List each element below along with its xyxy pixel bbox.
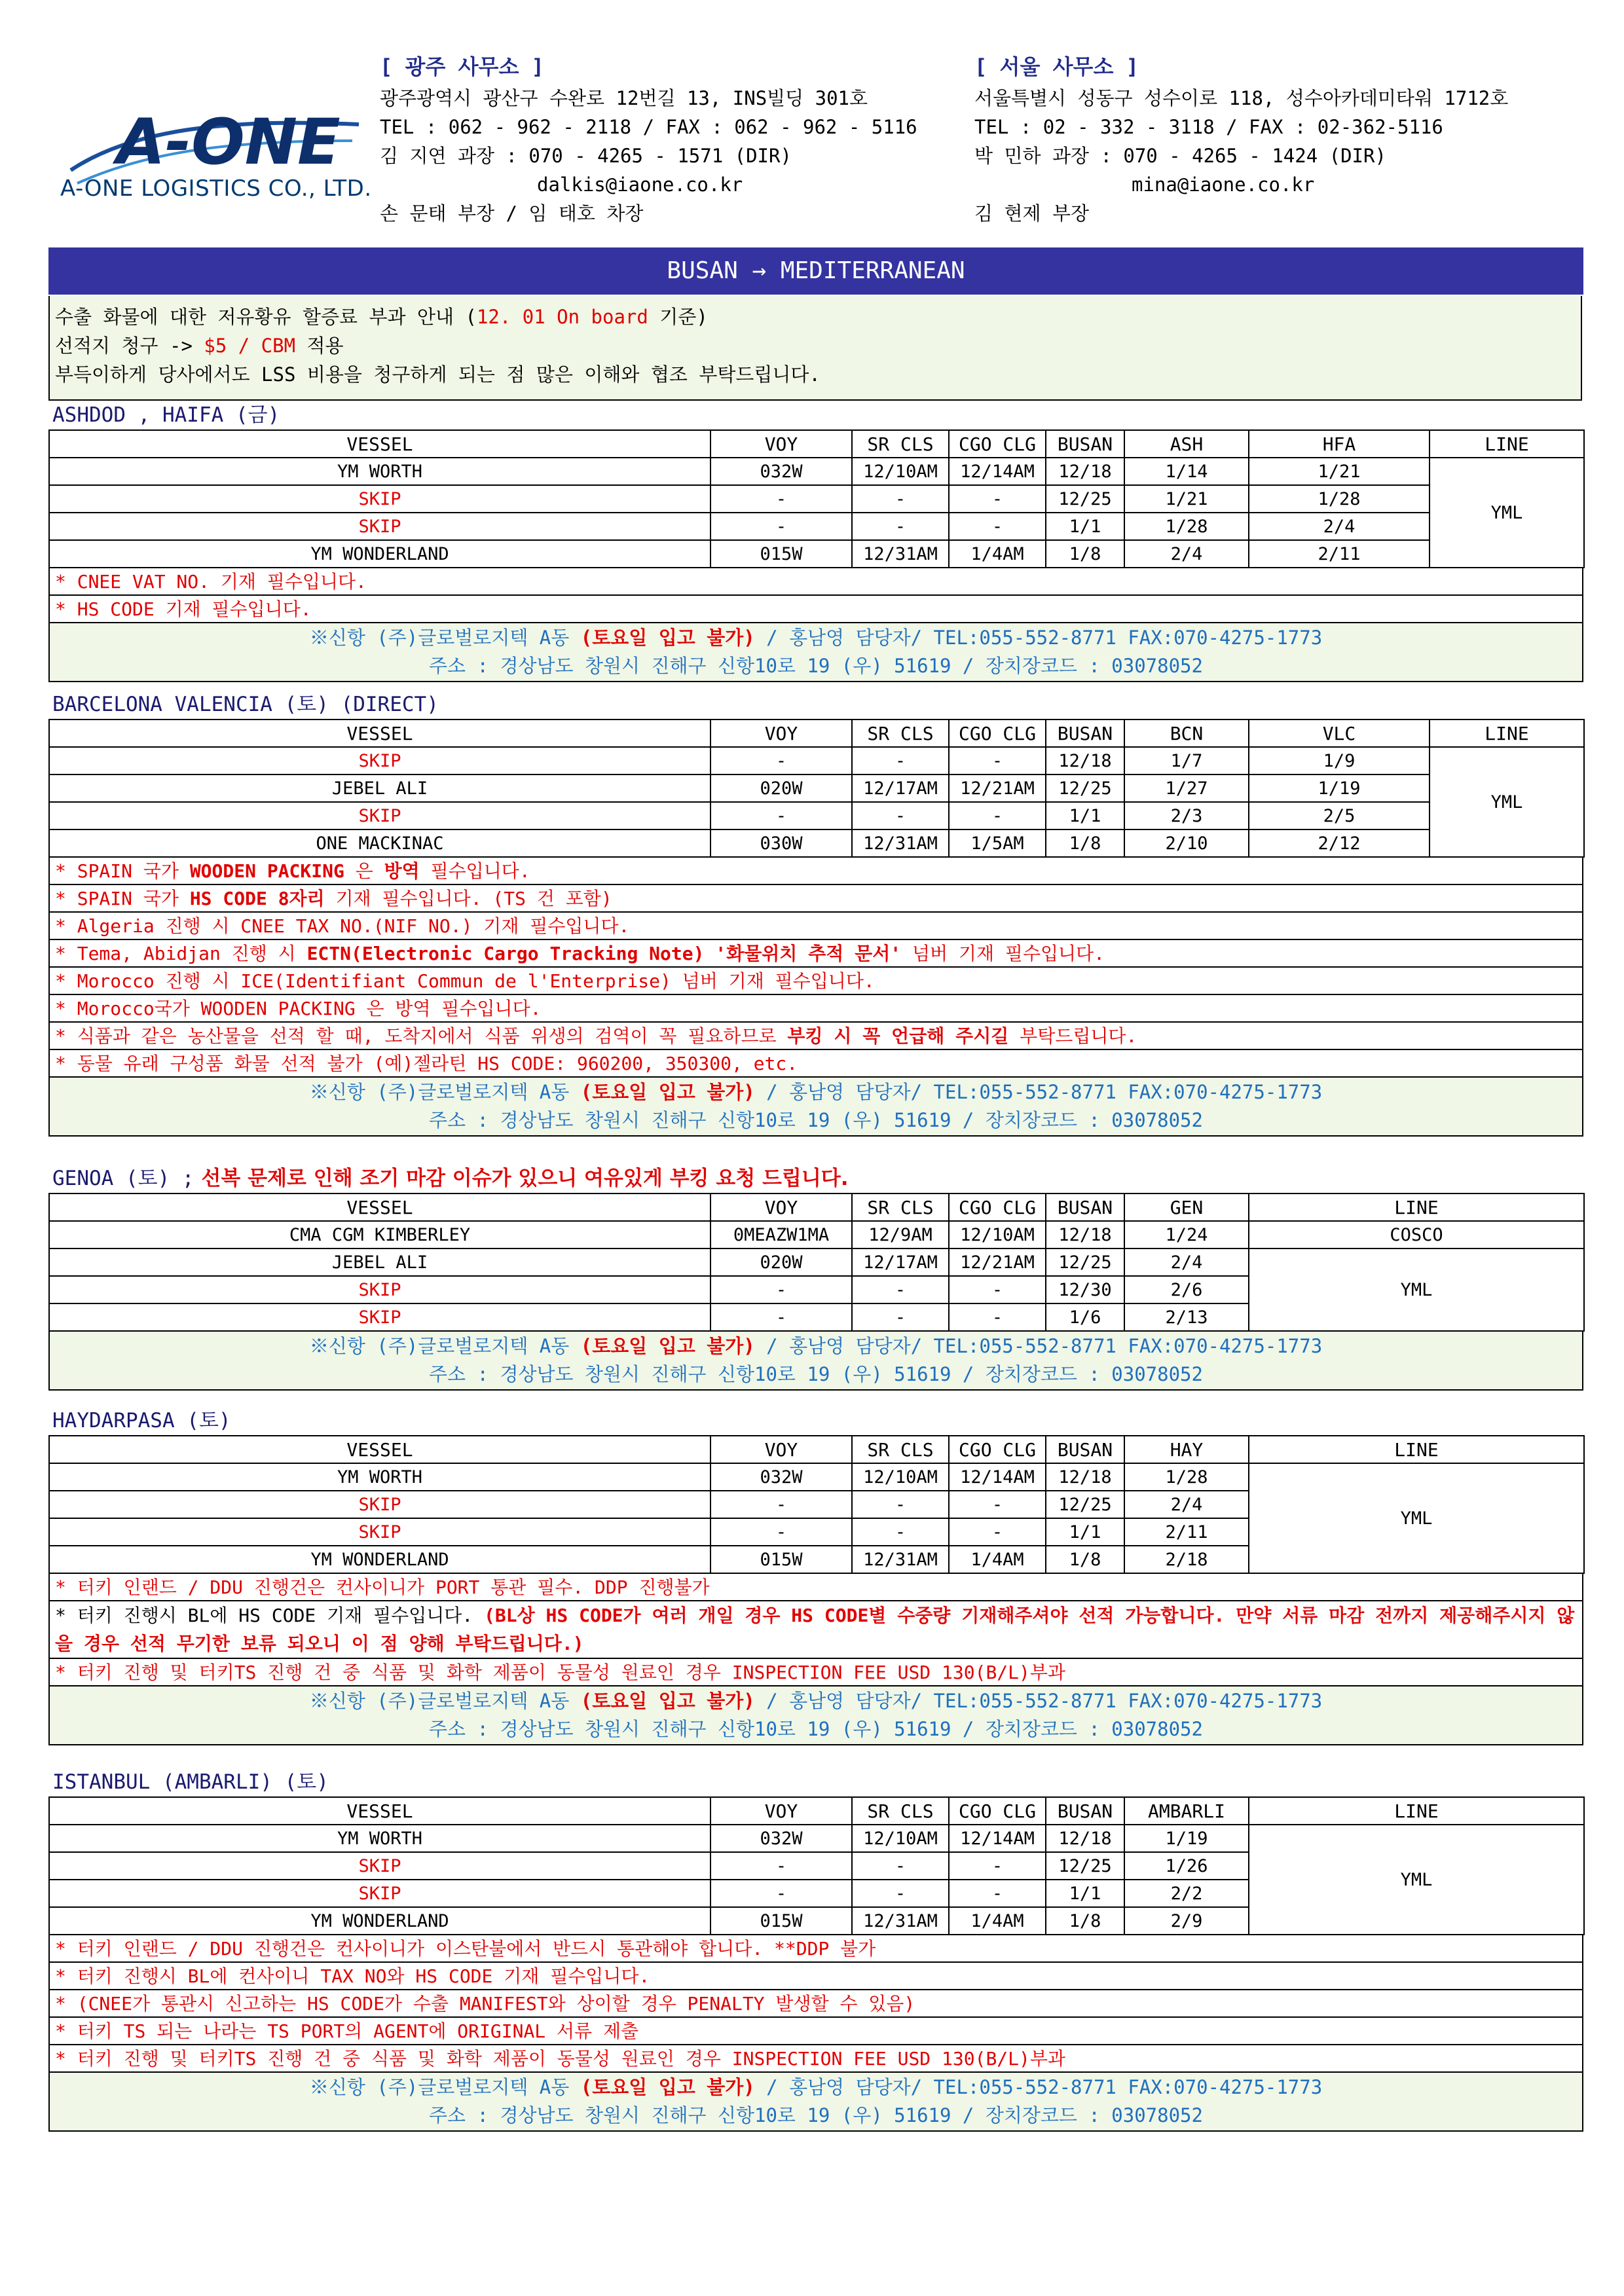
cell: 1/8 bbox=[1046, 1907, 1124, 1935]
cell: 1/1 bbox=[1046, 1518, 1124, 1546]
cell: 12/31AM bbox=[852, 540, 949, 568]
note-line: * (CNEE가 통관시 신고하는 HS CODE가 수출 MANIFEST와 상이할 경우 PENALTY 발생할 수 있음) bbox=[48, 1990, 1583, 2018]
contact-line-2: 주소 : 경상남도 창원시 진해구 신항10로 19 (우) 51619 / 장치장코드 : 03078052 bbox=[429, 655, 1203, 677]
cell: 1/8 bbox=[1046, 829, 1124, 857]
col-header: LINE bbox=[1249, 1797, 1584, 1825]
cell: 1/19 bbox=[1249, 774, 1430, 802]
col-header: CGO CLG bbox=[949, 430, 1046, 458]
col-header: LINE bbox=[1430, 430, 1584, 458]
note-line: * Morocco국가 WOODEN PACKING 은 방역 필수입니다. bbox=[48, 995, 1583, 1023]
cell: - bbox=[949, 802, 1046, 829]
cell: - bbox=[710, 1491, 852, 1518]
cell: 2/6 bbox=[1124, 1276, 1249, 1303]
table-row bbox=[49, 1463, 1584, 1491]
cell: 12/18 bbox=[1046, 1463, 1124, 1491]
col-header: VOY bbox=[710, 1797, 852, 1825]
col-header: VOY bbox=[710, 1194, 852, 1221]
cell: 1/21 bbox=[1124, 485, 1249, 513]
note-line: * SPAIN 국가 HS CODE 8자리 기재 필수입니다. (TS 건 포함) bbox=[48, 885, 1583, 913]
table-header bbox=[49, 430, 1584, 458]
table-row bbox=[49, 1825, 1584, 1852]
col-header: HAY bbox=[1124, 1436, 1249, 1463]
cell: - bbox=[949, 1852, 1046, 1880]
cell: 12/18 bbox=[1046, 458, 1124, 485]
cell: - bbox=[710, 1852, 852, 1880]
cell: 2/11 bbox=[1124, 1518, 1249, 1546]
cell: 1/28 bbox=[1124, 513, 1249, 540]
col-header: VOY bbox=[710, 430, 852, 458]
cell: 1/4AM bbox=[949, 540, 1046, 568]
cell: 1/1 bbox=[1046, 802, 1124, 829]
note-line: * 터키 진행시 BL에 컨사이니 TAX NO와 HS CODE 기재 필수입니다. bbox=[48, 1963, 1583, 1990]
note-line: * 터키 진행시 BL에 HS CODE 기재 필수입니다. (BL상 HS CODE가 여러 개일 경우 HS CODE별 수중량 기재해주셔야 선적 가능합니다. 만약 서류 마감 전까지 제공해주시지 않을 경우 선적 무기한 보류 되오니 이 점 양해 부탁드립니다.) bbox=[48, 1601, 1583, 1659]
section-title: HAYDARPASA (토) bbox=[52, 1409, 231, 1432]
cell: 1/5AM bbox=[949, 829, 1046, 857]
col-header: VOY bbox=[710, 1436, 852, 1463]
col-header: BUSAN bbox=[1046, 1797, 1124, 1825]
vessel-cell: JEBEL ALI bbox=[49, 1248, 710, 1276]
col-header: LINE bbox=[1249, 1194, 1584, 1221]
cell: - bbox=[949, 1276, 1046, 1303]
cell: 1/4AM bbox=[949, 1907, 1046, 1935]
line-cell: YML bbox=[1249, 1248, 1584, 1331]
table-row bbox=[49, 513, 1584, 540]
cell: 12/25 bbox=[1046, 1491, 1124, 1518]
col-header: HFA bbox=[1249, 430, 1430, 458]
gwangju-tel: TEL : 062 - 962 - 2118 / FAX : 062 - 962 - 5116 bbox=[380, 116, 917, 138]
cell: - bbox=[949, 1303, 1046, 1331]
note-line: * 터키 인랜드 / DDU 진행건은 컨사이니가 이스탄불에서 반드시 통관해야 합니다. **DDP 불가 bbox=[48, 1935, 1583, 1963]
cell: 020W bbox=[710, 774, 852, 802]
seoul-manager: 박 민하 과장 : 070 - 4265 - 1424 (DIR) bbox=[974, 145, 1386, 167]
seoul-tel: TEL : 02 - 332 - 3118 / FAX : 02-362-5116 bbox=[974, 116, 1443, 138]
col-header: SR CLS bbox=[852, 1436, 949, 1463]
col-header: CGO CLG bbox=[949, 1194, 1046, 1221]
cell: 032W bbox=[710, 1825, 852, 1852]
cell: 2/18 bbox=[1124, 1546, 1249, 1573]
notice-line-3: 부득이하게 당사에서도 LSS 비용을 청구하게 되는 점 많은 이해와 협조 부탁드립니다. bbox=[55, 363, 821, 386]
cell: 2/4 bbox=[1249, 513, 1430, 540]
gwangju-office-title: [ 광주 사무소 ] bbox=[380, 54, 544, 79]
note-line: * Algeria 진행 시 CNEE TAX NO.(NIF NO.) 기재 필수입니다. bbox=[48, 913, 1583, 940]
note-line: * Morocco 진행 시 ICE(Identifiant Commun de l'Enterprise) 넘버 기재 필수입니다. bbox=[48, 968, 1583, 995]
seoul-address: 서울특별시 성동구 성수이로 118, 성수아카데미타워 1712호 bbox=[974, 87, 1509, 109]
section-barcelona bbox=[48, 690, 1583, 1137]
table-header bbox=[49, 1797, 1584, 1825]
table-header bbox=[49, 1436, 1584, 1463]
cell: 12/31AM bbox=[852, 1907, 949, 1935]
section-haydarpasa bbox=[48, 1406, 1583, 1745]
cell: - bbox=[710, 1303, 852, 1331]
cell: 12/25 bbox=[1046, 485, 1124, 513]
contact-line-2: 주소 : 경상남도 창원시 진해구 신항10로 19 (우) 51619 / 장치장코드 : 03078052 bbox=[429, 2104, 1203, 2126]
table-row bbox=[49, 802, 1584, 829]
contact-line-1: ※신항 (주)글로벌로지텍 A동 (토요일 입고 불가) / 홍남영 담당자/ TEL:055-552-8771 FAX:070-4275-1773 bbox=[309, 1081, 1323, 1103]
cell: - bbox=[949, 1518, 1046, 1546]
note-line: * Tema, Abidjan 진행 시 ECTN(Electronic Cargo Tracking Note) '화물위치 추적 문서' 넘버 기재 필수입니다. bbox=[48, 940, 1583, 968]
contact-line-1: ※신항 (주)글로벌로지텍 A동 (토요일 입고 불가) / 홍남영 담당자/ TEL:055-552-8771 FAX:070-4275-1773 bbox=[309, 1690, 1323, 1712]
cell: 12/10AM bbox=[852, 1463, 949, 1491]
cell: - bbox=[852, 747, 949, 774]
contact-box bbox=[48, 2073, 1583, 2132]
vessel-cell: SKIP bbox=[49, 513, 710, 540]
col-header: LINE bbox=[1249, 1436, 1584, 1463]
section-title: GENOA (토) ; 선복 문제로 인해 조기 마감 이슈가 있으니 여유있게 부킹 요청 드립니다. bbox=[52, 1167, 849, 1190]
cell: 12/14AM bbox=[949, 1463, 1046, 1491]
col-header: SR CLS bbox=[852, 1194, 949, 1221]
vessel-cell: YM WORTH bbox=[49, 1463, 710, 1491]
cell: - bbox=[949, 485, 1046, 513]
cell: 12/25 bbox=[1046, 1248, 1124, 1276]
cell: 12/10AM bbox=[852, 1825, 949, 1852]
col-header: BUSAN bbox=[1046, 1194, 1124, 1221]
cell: - bbox=[852, 1518, 949, 1546]
notice-line-2: 선적지 청구 -> $5 / CBM 적용 bbox=[55, 335, 344, 357]
cell: 030W bbox=[710, 829, 852, 857]
cell: 12/9AM bbox=[852, 1221, 949, 1248]
line-cell: YML bbox=[1430, 747, 1584, 857]
table-header bbox=[49, 720, 1584, 747]
contact-box bbox=[48, 623, 1583, 682]
contact-box bbox=[48, 1078, 1583, 1137]
cell: 12/10AM bbox=[949, 1221, 1046, 1248]
section-title: ISTANBUL (AMBARLI) (토) bbox=[52, 1770, 329, 1794]
cell: 12/17AM bbox=[852, 1248, 949, 1276]
col-header: SR CLS bbox=[852, 1797, 949, 1825]
cell: 12/17AM bbox=[852, 774, 949, 802]
gwangju-staff: 손 문태 부장 / 임 태호 차장 bbox=[380, 202, 644, 225]
cell: - bbox=[852, 1303, 949, 1331]
note-line: * 터키 인랜드 / DDU 진행건은 컨사이니가 PORT 통관 필수. DDP 진행불가 bbox=[48, 1574, 1583, 1601]
contact-line-1: ※신항 (주)글로벌로지텍 A동 (토요일 입고 불가) / 홍남영 담당자/ TEL:055-552-8771 FAX:070-4275-1773 bbox=[309, 2076, 1323, 2098]
table-row bbox=[49, 458, 1584, 485]
section-title: BARCELONA VALENCIA (토) (DIRECT) bbox=[52, 693, 439, 716]
col-header: BUSAN bbox=[1046, 720, 1124, 747]
table-row bbox=[49, 1221, 1584, 1248]
vessel-cell: SKIP bbox=[49, 1303, 710, 1331]
cell: 1/4AM bbox=[949, 1546, 1046, 1573]
note-line: * 동물 유래 구성품 화물 선적 불가 (예)젤라틴 HS CODE: 960200, 350300, etc. bbox=[48, 1050, 1583, 1078]
seoul-staff: 김 현제 부장 bbox=[974, 202, 1089, 225]
cell: 2/10 bbox=[1124, 829, 1249, 857]
cell: 2/4 bbox=[1124, 1248, 1249, 1276]
section-title: ASHDOD , HAIFA (금) bbox=[52, 403, 280, 427]
gwangju-address: 광주광역시 광산구 수완로 12번길 13, INS빌딩 301호 bbox=[380, 87, 868, 109]
vessel-cell: SKIP bbox=[49, 1276, 710, 1303]
cell: - bbox=[710, 513, 852, 540]
cell: 12/18 bbox=[1046, 1825, 1124, 1852]
vessel-cell: SKIP bbox=[49, 1852, 710, 1880]
cell: 12/31AM bbox=[852, 1546, 949, 1573]
line-cell: YML bbox=[1249, 1825, 1584, 1935]
schedule-table bbox=[48, 429, 1585, 568]
vessel-cell: SKIP bbox=[49, 1491, 710, 1518]
seoul-office-title: [ 서울 사무소 ] bbox=[974, 54, 1139, 79]
cell: - bbox=[949, 1491, 1046, 1518]
vessel-cell: YM WONDERLAND bbox=[49, 1907, 710, 1935]
cell: 1/24 bbox=[1124, 1221, 1249, 1248]
contact-box bbox=[48, 1686, 1583, 1745]
cell: 1/9 bbox=[1249, 747, 1430, 774]
contact-line-2: 주소 : 경상남도 창원시 진해구 신항10로 19 (우) 51619 / 장치장코드 : 03078052 bbox=[429, 1109, 1203, 1131]
cell: 12/10AM bbox=[852, 458, 949, 485]
table-row bbox=[49, 1248, 1584, 1276]
col-header: LINE bbox=[1430, 720, 1584, 747]
cell: - bbox=[710, 1880, 852, 1907]
table-row bbox=[49, 485, 1584, 513]
col-header: AMBARLI bbox=[1124, 1797, 1249, 1825]
cell: - bbox=[710, 485, 852, 513]
contact-line-2: 주소 : 경상남도 창원시 진해구 신항10로 19 (우) 51619 / 장치장코드 : 03078052 bbox=[429, 1718, 1203, 1740]
section-genoa bbox=[48, 1164, 1583, 1391]
cell: 12/18 bbox=[1046, 1221, 1124, 1248]
company-name: A-ONE LOGISTICS CO., LTD. bbox=[60, 175, 372, 202]
vessel-cell: SKIP bbox=[49, 485, 710, 513]
gwangju-office bbox=[380, 52, 917, 228]
cell: - bbox=[949, 513, 1046, 540]
cell: 12/30 bbox=[1046, 1276, 1124, 1303]
cell: 015W bbox=[710, 1907, 852, 1935]
notice-line-1: 수출 화물에 대한 저유황유 할증료 부과 안내 (12. 01 On board 기준) bbox=[55, 306, 708, 328]
cell: 2/4 bbox=[1124, 1491, 1249, 1518]
col-header: CGO CLG bbox=[949, 1436, 1046, 1463]
vessel-cell: YM WONDERLAND bbox=[49, 1546, 710, 1573]
gwangju-email: dalkis@iaone.co.kr bbox=[537, 173, 743, 196]
logo-wordmark: A-ONE bbox=[117, 105, 341, 179]
cell: 1/21 bbox=[1249, 458, 1430, 485]
cell: 1/26 bbox=[1124, 1852, 1249, 1880]
vessel-cell: SKIP bbox=[49, 802, 710, 829]
cell: 12/25 bbox=[1046, 1852, 1124, 1880]
lss-notice bbox=[48, 296, 1582, 401]
cell: 1/7 bbox=[1124, 747, 1249, 774]
cell: 2/4 bbox=[1124, 540, 1249, 568]
gwangju-manager: 김 지연 과장 : 070 - 4265 - 1571 (DIR) bbox=[380, 145, 792, 167]
cell: 2/11 bbox=[1249, 540, 1430, 568]
cell: 1/28 bbox=[1124, 1463, 1249, 1491]
section-ashdod bbox=[48, 401, 1583, 682]
note-line: * SPAIN 국가 WOODEN PACKING 은 방역 필수입니다. bbox=[48, 858, 1583, 885]
note-line: * 식품과 같은 농산물을 선적 할 때, 도착지에서 식품 위생의 검역이 꼭 필요하므로 부킹 시 꼭 언급해 주시길 부탁드립니다. bbox=[48, 1023, 1583, 1050]
vessel-cell: SKIP bbox=[49, 1880, 710, 1907]
col-header: SR CLS bbox=[852, 720, 949, 747]
cell: - bbox=[852, 802, 949, 829]
cell: 12/31AM bbox=[852, 829, 949, 857]
note-line: * 터키 TS 되는 나라는 TS PORT의 AGENT에 ORIGINAL 서류 제출 bbox=[48, 2018, 1583, 2045]
cell: - bbox=[710, 1518, 852, 1546]
note-line: * 터키 진행 및 터키TS 진행 건 중 식품 및 화학 제품이 동물성 원료인 경우 INSPECTION FEE USD 130(B/L)부과 bbox=[48, 2045, 1583, 2073]
vessel-cell: CMA CGM KIMBERLEY bbox=[49, 1221, 710, 1248]
cell: - bbox=[710, 747, 852, 774]
cell: 12/14AM bbox=[949, 1825, 1046, 1852]
cell: 12/25 bbox=[1046, 774, 1124, 802]
cell: 1/1 bbox=[1046, 513, 1124, 540]
col-header: BUSAN bbox=[1046, 1436, 1124, 1463]
col-header: CGO CLG bbox=[949, 720, 1046, 747]
vessel-cell: SKIP bbox=[49, 747, 710, 774]
col-header: VLC bbox=[1249, 720, 1430, 747]
schedule-table bbox=[48, 719, 1585, 858]
schedule-table bbox=[48, 1435, 1585, 1574]
col-header: VESSEL bbox=[49, 1797, 710, 1825]
table-row bbox=[49, 774, 1584, 802]
contact-line-1: ※신항 (주)글로벌로지텍 A동 (토요일 입고 불가) / 홍남영 담당자/ TEL:055-552-8771 FAX:070-4275-1773 bbox=[309, 627, 1323, 649]
cell: 12/21AM bbox=[949, 1248, 1046, 1276]
cell: 2/2 bbox=[1124, 1880, 1249, 1907]
col-header: BUSAN bbox=[1046, 430, 1124, 458]
note-line: * HS CODE 기재 필수입니다. bbox=[48, 596, 1583, 623]
col-header: CGO CLG bbox=[949, 1797, 1046, 1825]
col-header: VESSEL bbox=[49, 1436, 710, 1463]
cell: 020W bbox=[710, 1248, 852, 1276]
line-cell: YML bbox=[1430, 458, 1584, 568]
table-row bbox=[49, 829, 1584, 857]
section-istanbul bbox=[48, 1768, 1583, 2132]
cell: - bbox=[852, 513, 949, 540]
cell: 1/1 bbox=[1046, 1880, 1124, 1907]
line-cell: COSCO bbox=[1249, 1221, 1584, 1248]
cell: - bbox=[852, 1276, 949, 1303]
cell: 12/14AM bbox=[949, 458, 1046, 485]
cell: 1/8 bbox=[1046, 540, 1124, 568]
col-header: SR CLS bbox=[852, 430, 949, 458]
cell: 2/13 bbox=[1124, 1303, 1249, 1331]
cell: - bbox=[949, 747, 1046, 774]
cell: 0MEAZW1MA bbox=[710, 1221, 852, 1248]
col-header: VESSEL bbox=[49, 720, 710, 747]
col-header: VOY bbox=[710, 720, 852, 747]
note-line: * 터키 진행 및 터키TS 진행 건 중 식품 및 화학 제품이 동물성 원료인 경우 INSPECTION FEE USD 130(B/L)부과 bbox=[48, 1659, 1583, 1686]
cell: - bbox=[852, 485, 949, 513]
cell: 1/6 bbox=[1046, 1303, 1124, 1331]
contact-line-1: ※신항 (주)글로벌로지텍 A동 (토요일 입고 불가) / 홍남영 담당자/ TEL:055-552-8771 FAX:070-4275-1773 bbox=[309, 1335, 1323, 1357]
cell: 1/19 bbox=[1124, 1825, 1249, 1852]
schedule-table bbox=[48, 1796, 1585, 1935]
cell: 1/14 bbox=[1124, 458, 1249, 485]
cell: 2/5 bbox=[1249, 802, 1430, 829]
contact-box bbox=[48, 1332, 1583, 1391]
cell: 015W bbox=[710, 1546, 852, 1573]
vessel-cell: YM WONDERLAND bbox=[49, 540, 710, 568]
vessel-cell: YM WORTH bbox=[49, 1825, 710, 1852]
cell: 015W bbox=[710, 540, 852, 568]
cell: - bbox=[710, 802, 852, 829]
cell: - bbox=[949, 1880, 1046, 1907]
seoul-office bbox=[974, 52, 1508, 228]
cell: 1/27 bbox=[1124, 774, 1249, 802]
cell: 1/8 bbox=[1046, 1546, 1124, 1573]
cell: 032W bbox=[710, 1463, 852, 1491]
cell: - bbox=[852, 1880, 949, 1907]
cell: 2/12 bbox=[1249, 829, 1430, 857]
cell: 2/9 bbox=[1124, 1907, 1249, 1935]
col-header: GEN bbox=[1124, 1194, 1249, 1221]
contact-line-2: 주소 : 경상남도 창원시 진해구 신항10로 19 (우) 51619 / 장치장코드 : 03078052 bbox=[429, 1363, 1203, 1385]
cell: - bbox=[852, 1852, 949, 1880]
col-header: BCN bbox=[1124, 720, 1249, 747]
col-header: VESSEL bbox=[49, 1194, 710, 1221]
line-cell: YML bbox=[1249, 1463, 1584, 1573]
cell: - bbox=[852, 1491, 949, 1518]
table-row bbox=[49, 747, 1584, 774]
cell: - bbox=[710, 1276, 852, 1303]
seoul-email: mina@iaone.co.kr bbox=[1132, 173, 1315, 196]
col-header: ASH bbox=[1124, 430, 1249, 458]
route-banner: BUSAN → MEDITERRANEAN bbox=[48, 247, 1583, 295]
cell: 12/21AM bbox=[949, 774, 1046, 802]
cell: 2/3 bbox=[1124, 802, 1249, 829]
vessel-cell: ONE MACKINAC bbox=[49, 829, 710, 857]
table-row bbox=[49, 540, 1584, 568]
col-header: VESSEL bbox=[49, 430, 710, 458]
cell: 12/18 bbox=[1046, 747, 1124, 774]
schedule-table bbox=[48, 1193, 1585, 1332]
note-line: * CNEE VAT NO. 기재 필수입니다. bbox=[48, 568, 1583, 596]
cell: 032W bbox=[710, 458, 852, 485]
cell: 1/28 bbox=[1249, 485, 1430, 513]
vessel-cell: JEBEL ALI bbox=[49, 774, 710, 802]
vessel-cell: SKIP bbox=[49, 1518, 710, 1546]
table-header bbox=[49, 1194, 1584, 1221]
vessel-cell: YM WORTH bbox=[49, 458, 710, 485]
